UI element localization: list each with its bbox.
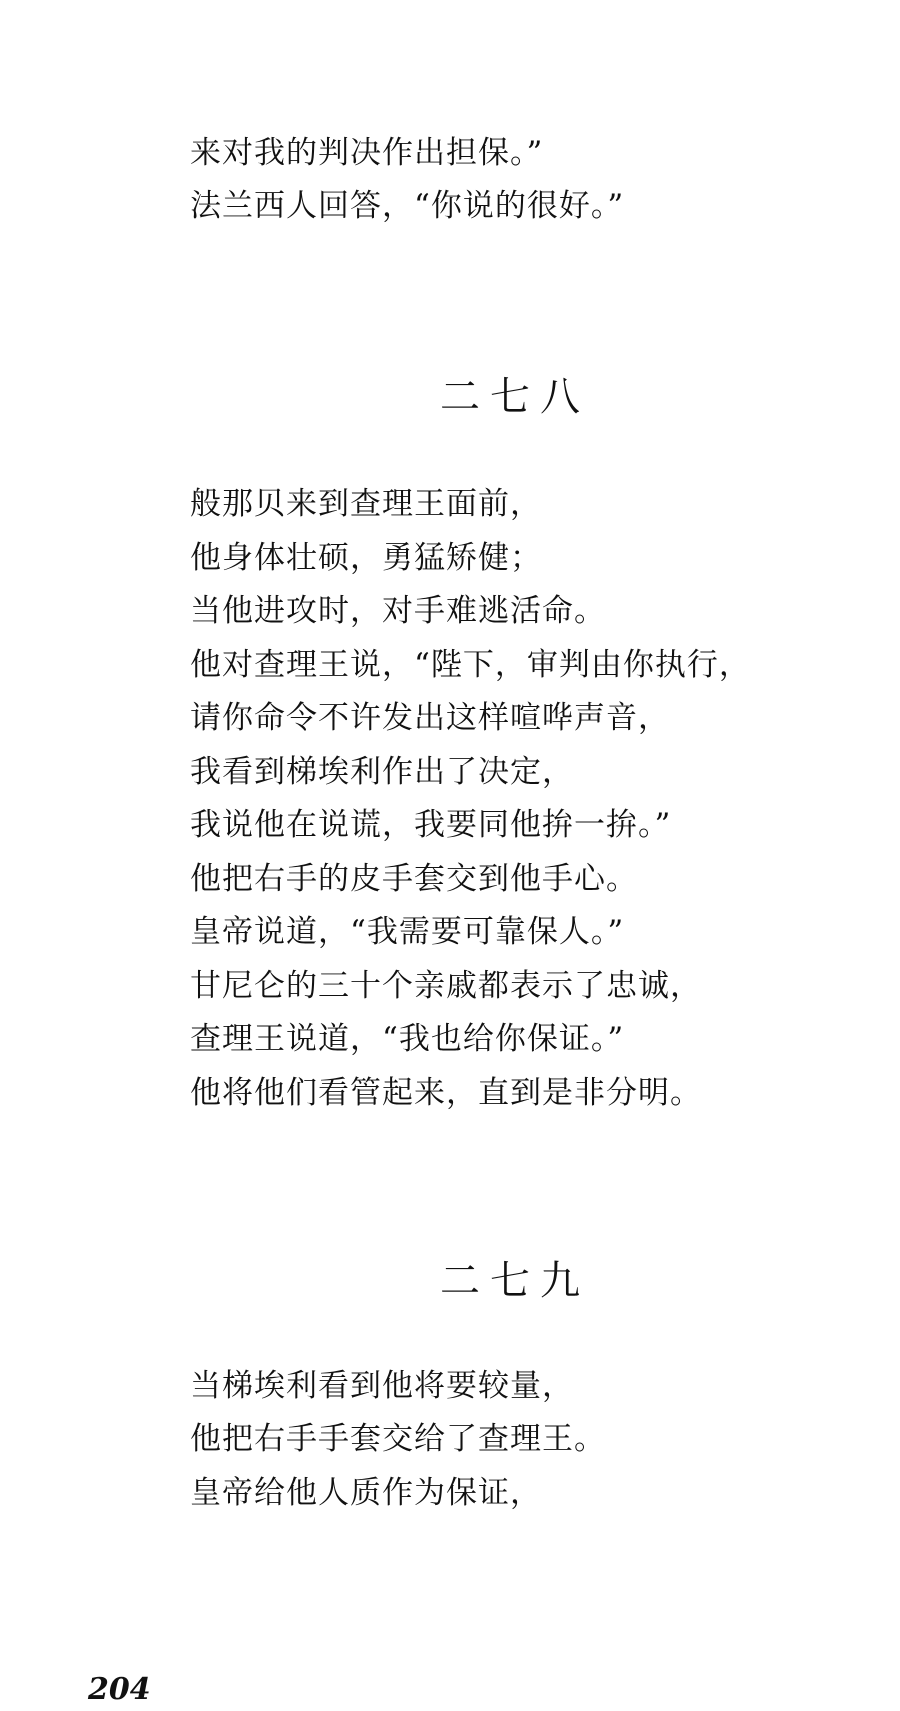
text-line: 我说他在说谎，我要同他拚一拚。”	[190, 807, 672, 843]
text-line: 皇帝给他人质作为保证，	[190, 1475, 542, 1511]
text-line: 甘尼仑的三十个亲戚都表示了忠诚，	[190, 968, 702, 1004]
text-line: 皇帝说道，“我需要可靠保人。”	[190, 914, 625, 950]
text-line: 来对我的判决作出担保。”	[190, 135, 544, 171]
text-line: 当他进攻时，对手难逃活命。	[190, 593, 606, 629]
text-line: 请你命令不许发出这样喧哗声音，	[190, 700, 670, 736]
text-line: 查理王说道，“我也给你保证。”	[190, 1021, 625, 1057]
text-line: 当梯埃利看到他将要较量，	[190, 1368, 574, 1404]
text-line: 般那贝来到查理王面前，	[190, 486, 542, 522]
text-line: 他将他们看管起来，直到是非分明。	[190, 1075, 702, 1111]
page-number: 204	[88, 1672, 151, 1707]
text-line: 他对查理王说，“陛下，审判由你执行，	[190, 647, 751, 683]
text-line: 他身体壮硕，勇猛矫健；	[190, 540, 542, 576]
text-line: 他把右手手套交给了查理王。	[190, 1421, 606, 1457]
section-heading: 二七九	[440, 1258, 590, 1304]
text-line: 法兰西人回答，“你说的很好。”	[190, 188, 625, 224]
text-line: 我看到梯埃利作出了决定，	[190, 754, 574, 790]
text-line: 他把右手的皮手套交到他手心。	[190, 861, 638, 897]
section-heading: 二七八	[440, 374, 590, 420]
